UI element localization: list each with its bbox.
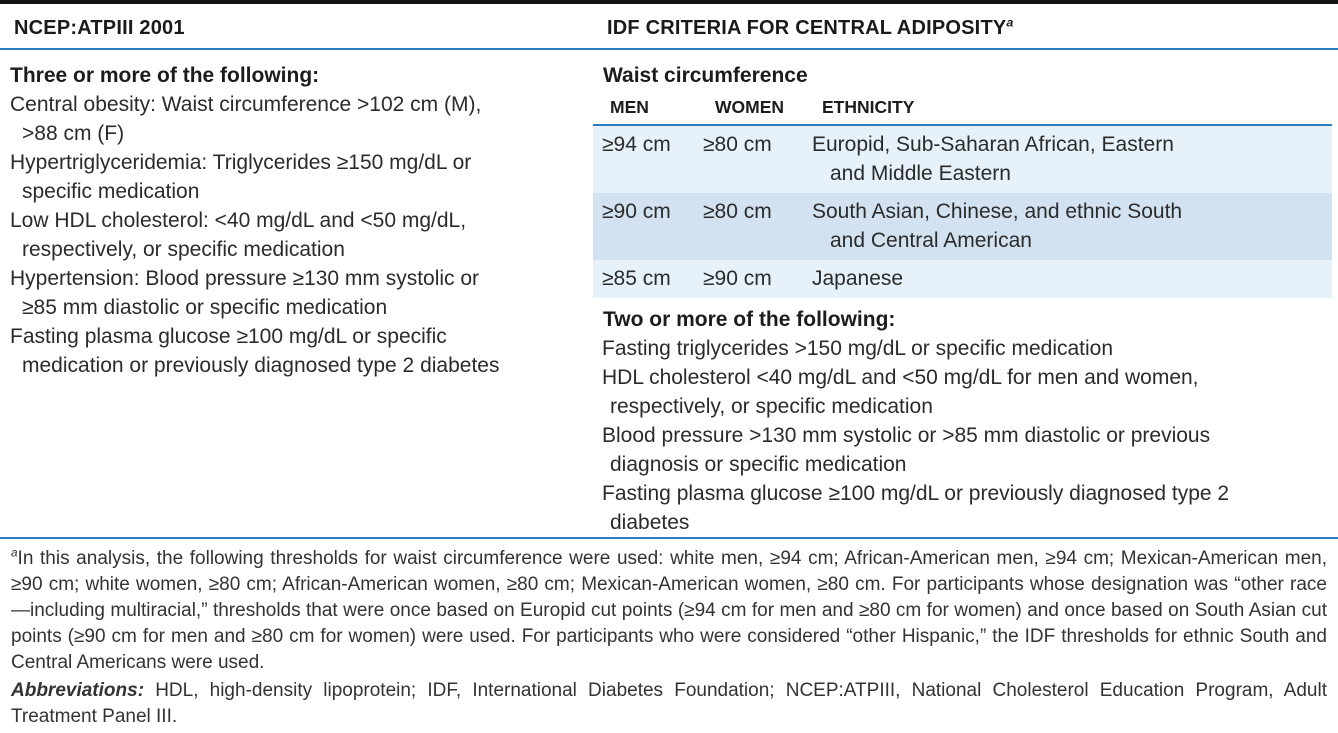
- ncep-criterion: Hypertension: Blood pressure ≥130 mm systolic or ≥85 mm diastolic or specific medication: [10, 267, 480, 319]
- idf-two-or-more-heading: Two or more of the following:: [603, 308, 896, 331]
- men-column-header: MEN: [610, 97, 649, 117]
- ncep-column-header: NCEP:ATPIII 2001: [14, 17, 185, 39]
- ncep-intro-heading: Three or more of the following:: [10, 64, 320, 87]
- ethnicity-cell: Japanese: [812, 267, 904, 290]
- table-row: [593, 260, 1332, 298]
- idf-header-text: IDF CRITERIA FOR CENTRAL ADIPOSITY: [607, 17, 1007, 39]
- footnote-marker-superscript: a: [1006, 15, 1014, 30]
- idf-criteria-section: [593, 61, 1332, 537]
- footnote: [0, 539, 1338, 676]
- table-row: [593, 193, 1332, 260]
- men-threshold-cell: ≥94 cm: [602, 133, 671, 156]
- table-header-row: [0, 4, 1338, 48]
- women-threshold-cell: ≥80 cm: [703, 133, 772, 156]
- idf-column-header: [593, 17, 1332, 40]
- ethnicity-cell: Europid, Sub-Saharan African, Eastern and Middle Eastern: [812, 133, 1174, 185]
- men-threshold-cell: ≥90 cm: [602, 200, 671, 223]
- ncep-criterion: Fasting plasma glucose ≥100 mg/dL or specific medication or previously diagnosed type 2 diabetes: [10, 325, 500, 377]
- table-body: [0, 50, 1338, 537]
- idf-criterion: Fasting triglycerides >150 mg/dL or specific medication: [602, 337, 1114, 360]
- ncep-criteria-section: [10, 61, 585, 537]
- waist-circumference-heading: Waist circumference: [603, 64, 808, 87]
- ethnicity-cell: South Asian, Chinese, and ethnic South and Central American: [812, 200, 1183, 252]
- ethnicity-column-header: ETHNICITY: [822, 97, 915, 117]
- abbreviations-note: [0, 676, 1338, 730]
- women-threshold-cell: ≥90 cm: [703, 267, 772, 290]
- table-row: [593, 126, 1332, 193]
- women-column-header: WOMEN: [715, 97, 785, 117]
- abbreviations-label: Abbreviations:: [11, 680, 145, 701]
- footnote-text: In this analysis, the following thresholds for waist circumference were used: white men, ≥94 cm; African-American men, ≥94 cm; Mexican-American men, ≥90 cm; white women, ≥80 cm; African-American women, ≥80 cm; Mexican-American women, ≥80 cm. For participants whose designation was “other race—including multiracial,” thresholds that were once based on Europid cut points (≥94 cm for men and ≥80 cm for women) and once based on South Asian cut points (≥90 cm for men and ≥80 cm for women) were used. For participants who were considered “other Hispanic,” the IDF thresholds for ethnic South and Central Americans were used.: [11, 548, 1327, 673]
- waist-table-column-headers: [593, 95, 1332, 124]
- ncep-criterion: Hypertriglyceridemia: Triglycerides ≥150 mg/dL or specific medication: [10, 151, 472, 203]
- idf-criterion: Blood pressure >130 mm systolic or >85 mm diastolic or previous diagnosis or specific medication: [602, 424, 1211, 476]
- idf-criterion: HDL cholesterol <40 mg/dL and <50 mg/dL for men and women, respectively, or specific medication: [602, 366, 1199, 418]
- men-threshold-cell: ≥85 cm: [602, 267, 671, 290]
- footnote-marker: a: [11, 546, 18, 560]
- women-threshold-cell: ≥80 cm: [703, 200, 772, 223]
- ncep-criterion: Central obesity: Waist circumference >102 cm (M), >88 cm (F): [10, 93, 482, 145]
- abbreviations-text: HDL, high-density lipoprotein; IDF, International Diabetes Foundation; NCEP:ATPIII, National Cholesterol Education Program, Adult Treatment Panel III.: [11, 680, 1327, 727]
- ncep-criterion: Low HDL cholesterol: <40 mg/dL and <50 mg/dL, respectively, or specific medication: [10, 209, 467, 261]
- idf-criterion: Fasting plasma glucose ≥100 mg/dL or previously diagnosed type 2 diabetes: [602, 482, 1230, 534]
